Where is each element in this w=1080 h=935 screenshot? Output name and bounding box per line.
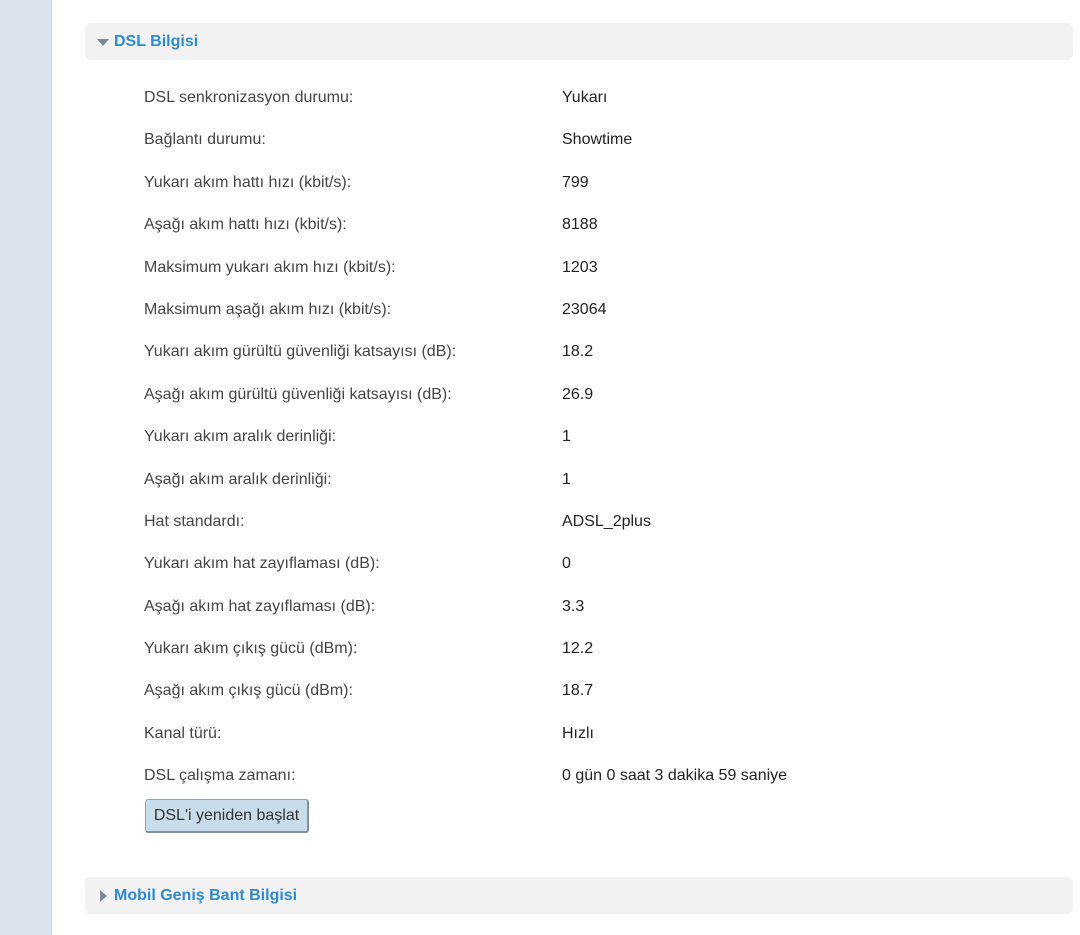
row-value: 0 gün 0 saat 3 dakika 59 saniye bbox=[562, 767, 788, 785]
row-value: 799 bbox=[562, 173, 589, 191]
row-value: 3.3 bbox=[562, 597, 585, 615]
table-row bbox=[144, 501, 1044, 543]
table-row bbox=[144, 670, 1044, 712]
row-value: 23064 bbox=[562, 300, 607, 318]
row-value: Showtime bbox=[562, 131, 633, 149]
table-row bbox=[144, 247, 1044, 289]
table-row bbox=[144, 416, 1044, 458]
table-row bbox=[144, 77, 1044, 119]
triangle-down-icon bbox=[94, 33, 112, 51]
dsl-info-section-header[interactable] bbox=[85, 23, 1073, 60]
mobile-broadband-section-header[interactable] bbox=[85, 877, 1073, 914]
table-row bbox=[144, 331, 1044, 373]
row-label: Maksimum aşağı akım hızı (kbit/s): bbox=[144, 300, 392, 318]
row-value: 18.7 bbox=[562, 682, 594, 700]
main-content bbox=[52, 0, 1080, 935]
row-label: Bağlantı durumu: bbox=[144, 131, 266, 149]
table-row bbox=[144, 628, 1044, 670]
left-sidebar bbox=[0, 0, 52, 935]
row-value: 18.2 bbox=[562, 343, 594, 361]
row-value: Yukarı bbox=[562, 89, 608, 106]
row-label: Yukarı akım hat zayıflaması (dB): bbox=[144, 555, 380, 573]
row-label: Yukarı akım gürültü güvenliği katsayısı (dB): bbox=[144, 343, 457, 361]
table-row bbox=[144, 459, 1044, 501]
dsl-info-table bbox=[144, 77, 1044, 798]
table-row bbox=[144, 586, 1044, 628]
row-value: 26.9 bbox=[562, 385, 594, 403]
row-label: DSL senkronizasyon durumu: bbox=[144, 89, 354, 106]
row-value: 12.2 bbox=[562, 640, 594, 658]
row-value: 1203 bbox=[562, 258, 598, 276]
table-row bbox=[144, 204, 1044, 246]
table-row bbox=[144, 162, 1044, 204]
row-value: Hızlı bbox=[562, 724, 594, 742]
dsl-info-section-title: DSL Bilgisi bbox=[114, 32, 199, 50]
row-label: Aşağı akım hattı hızı (kbit/s): bbox=[144, 216, 347, 234]
table-row bbox=[144, 374, 1044, 416]
table-row bbox=[144, 713, 1044, 755]
row-value: 1 bbox=[562, 470, 571, 488]
table-row bbox=[144, 755, 1044, 797]
row-label: Hat standardı: bbox=[144, 512, 245, 530]
table-row bbox=[144, 289, 1044, 331]
row-value: 1 bbox=[562, 428, 571, 446]
restart-dsl-button[interactable]: DSL'i yeniden başlat bbox=[145, 799, 309, 833]
row-value: 0 bbox=[562, 555, 571, 573]
row-label: Yukarı akım çıkış gücü (dBm): bbox=[144, 640, 358, 658]
row-label: Yukarı akım hattı hızı (kbit/s): bbox=[144, 173, 352, 191]
row-label: Yukarı akım aralık derinliği: bbox=[144, 428, 337, 446]
row-label: Kanal türü: bbox=[144, 724, 222, 742]
mobile-broadband-section-title: Mobil Geniş Bant Bilgisi bbox=[114, 886, 298, 904]
row-label: Aşağı akım çıkış gücü (dBm): bbox=[144, 682, 353, 700]
row-label: Aşağı akım gürültü güvenliği katsayısı (dB): bbox=[144, 385, 452, 403]
row-label: Aşağı akım aralık derinliği: bbox=[144, 470, 332, 488]
row-label: Maksimum yukarı akım hızı (kbit/s): bbox=[144, 258, 396, 276]
triangle-right-icon bbox=[94, 887, 112, 905]
row-label: Aşağı akım hat zayıflaması (dB): bbox=[144, 597, 376, 615]
row-label: DSL çalışma zamanı: bbox=[144, 767, 296, 785]
table-row bbox=[144, 119, 1044, 161]
row-value: ADSL_2plus bbox=[562, 512, 651, 530]
table-row bbox=[144, 543, 1044, 585]
row-value: 8188 bbox=[562, 216, 598, 234]
